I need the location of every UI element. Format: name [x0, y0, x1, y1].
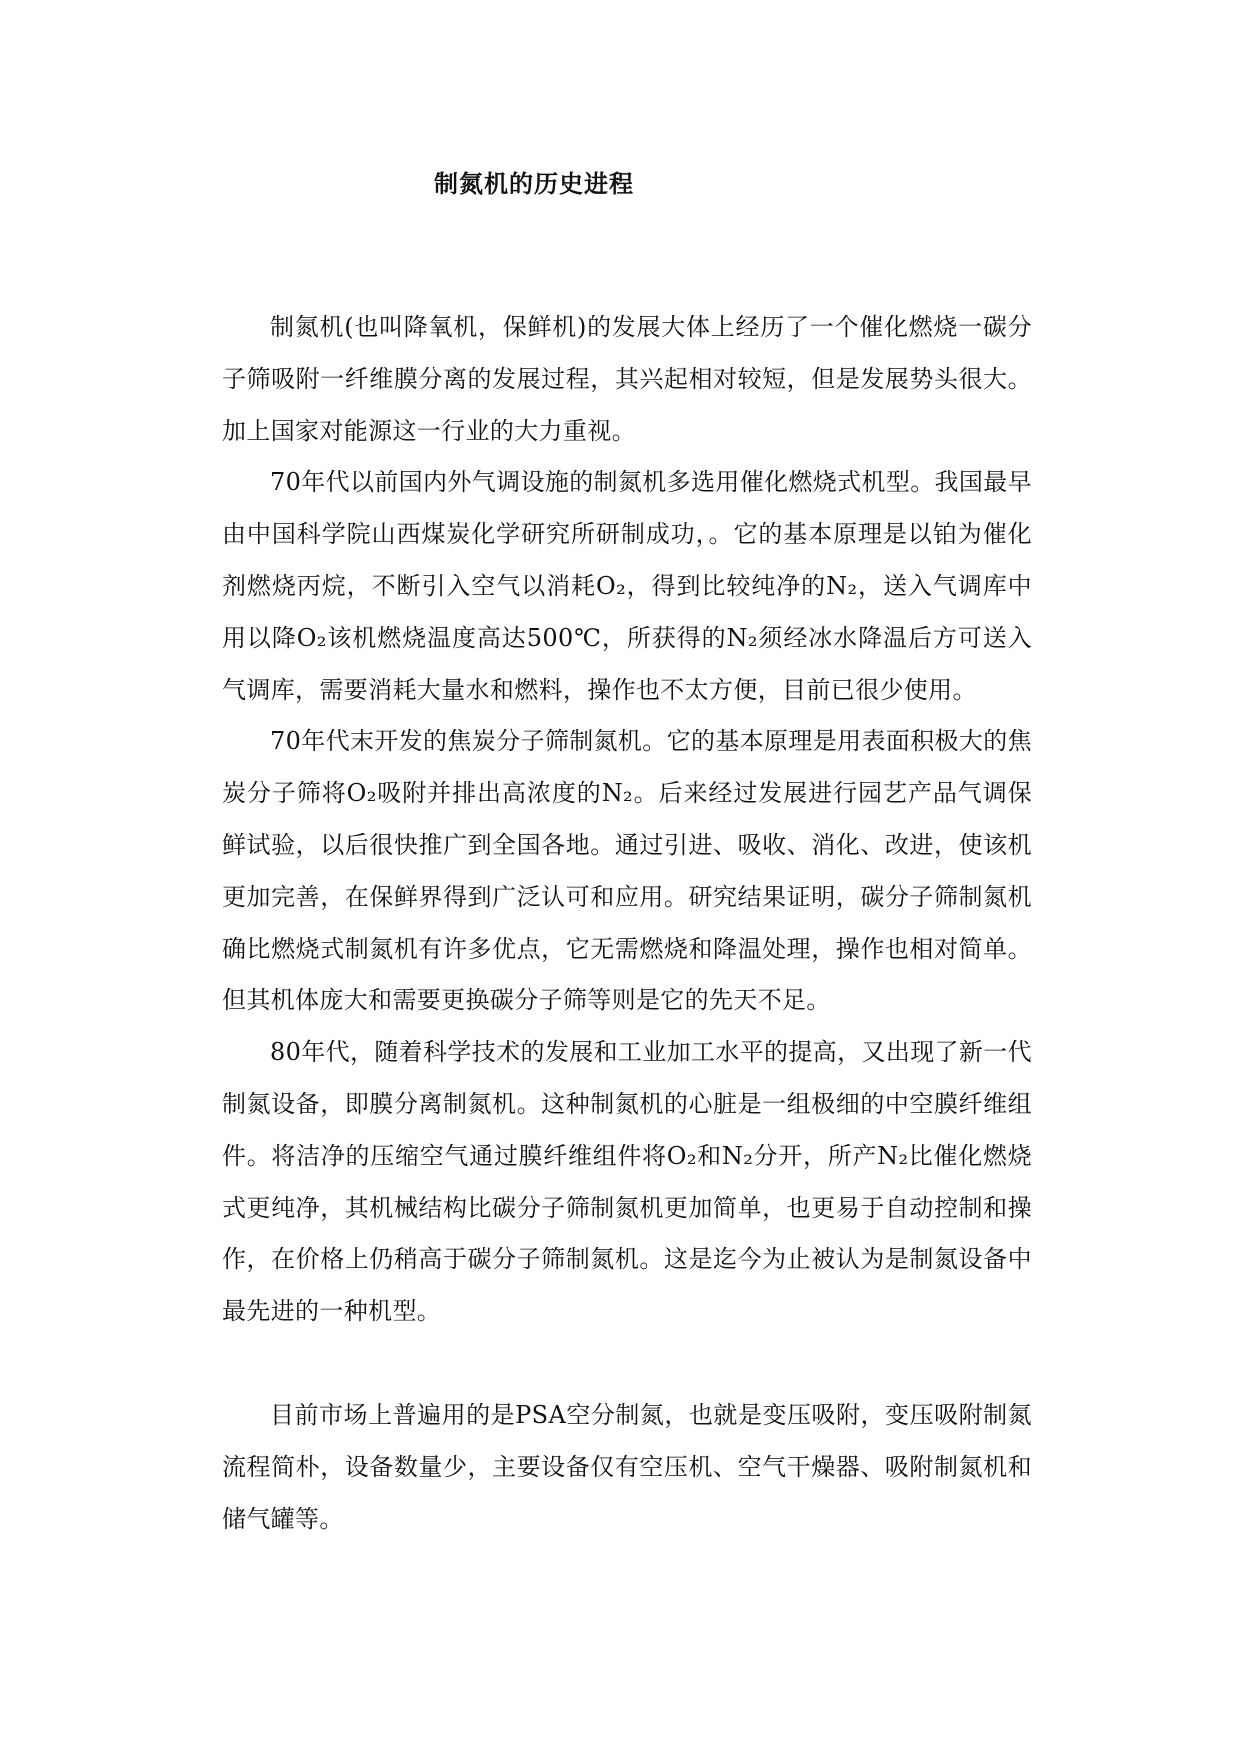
paragraph-psa: 目前市场上普遍用的是PSA空分制氮，也就是变压吸附，变压吸附制氮流程简朴，设备数量少，主要设备仅有空压机、空气干燥器、吸附制氮机和储气罐等。: [222, 1400, 1032, 1533]
paragraph-1970s-catalytic: 70年代以前国内外气调设施的制氮机多选用催化燃烧式机型。我国最早由中国科学院山西煤炭化学研究所研制成功，。它的基本原理是以铂为催化剂燃烧丙烷，不断引入空气以消耗O₂，得到比较纯净的N₂，送入气调库中用以降O₂该机燃烧温度高达500℃，所获得的N₂须经冰水降温后方可送入气调库，需要消耗大量水和燃料，操作也不太方便，目前已很少使用。: [222, 468, 1032, 704]
paragraph-spacer: [222, 1338, 1032, 1390]
document-body: [222, 302, 1032, 1545]
paragraph-intro: 制氮机(也叫降氧机，保鲜机)的发展大体上经历了一个催化燃烧一碳分子筛吸附一纤维膜分离的发展过程，其兴起相对较短，但是发展势头很大。加上国家对能源这一行业的大力重视。: [222, 313, 1032, 445]
paragraph-1980s-membrane: 80年代，随着科学技术的发展和工业加工水平的提高，又出现了新一代制氮设备，即膜分离制氮机。这种制氮机的心脏是一组极细的中空膜纤维组件。将洁净的压缩空气通过膜纤维组件将O₂和N₂分开，所产N₂比催化燃烧式更纯净，其机械结构比碳分子筛制氮机更加简单，也更易于自动控制和操作，在价格上仍稍高于碳分子筛制氮机。这是迄今为止被认为是制氮设备中最先进的一种机型。: [222, 1038, 1032, 1326]
page-title: 制氮机的历史进程: [434, 169, 634, 198]
paragraph-late-1970s-molecular-sieve: 70年代末开发的焦炭分子筛制氮机。它的基本原理是用表面积极大的焦炭分子筛将O₂吸附并排出高浓度的N₂。后来经过发展进行园艺产品气调保鲜试验，以后很快推广到全国各地。通过引进、吸收、消化、改进，使该机更加完善，在保鲜界得到广泛认可和应用。研究结果证明，碳分子筛制氮机确比燃烧式制氮机有许多优点，它无需燃烧和降温处理，操作也相对简单。但其机体庞大和需要更换碳分子筛等则是它的先天不足。: [222, 727, 1032, 1015]
